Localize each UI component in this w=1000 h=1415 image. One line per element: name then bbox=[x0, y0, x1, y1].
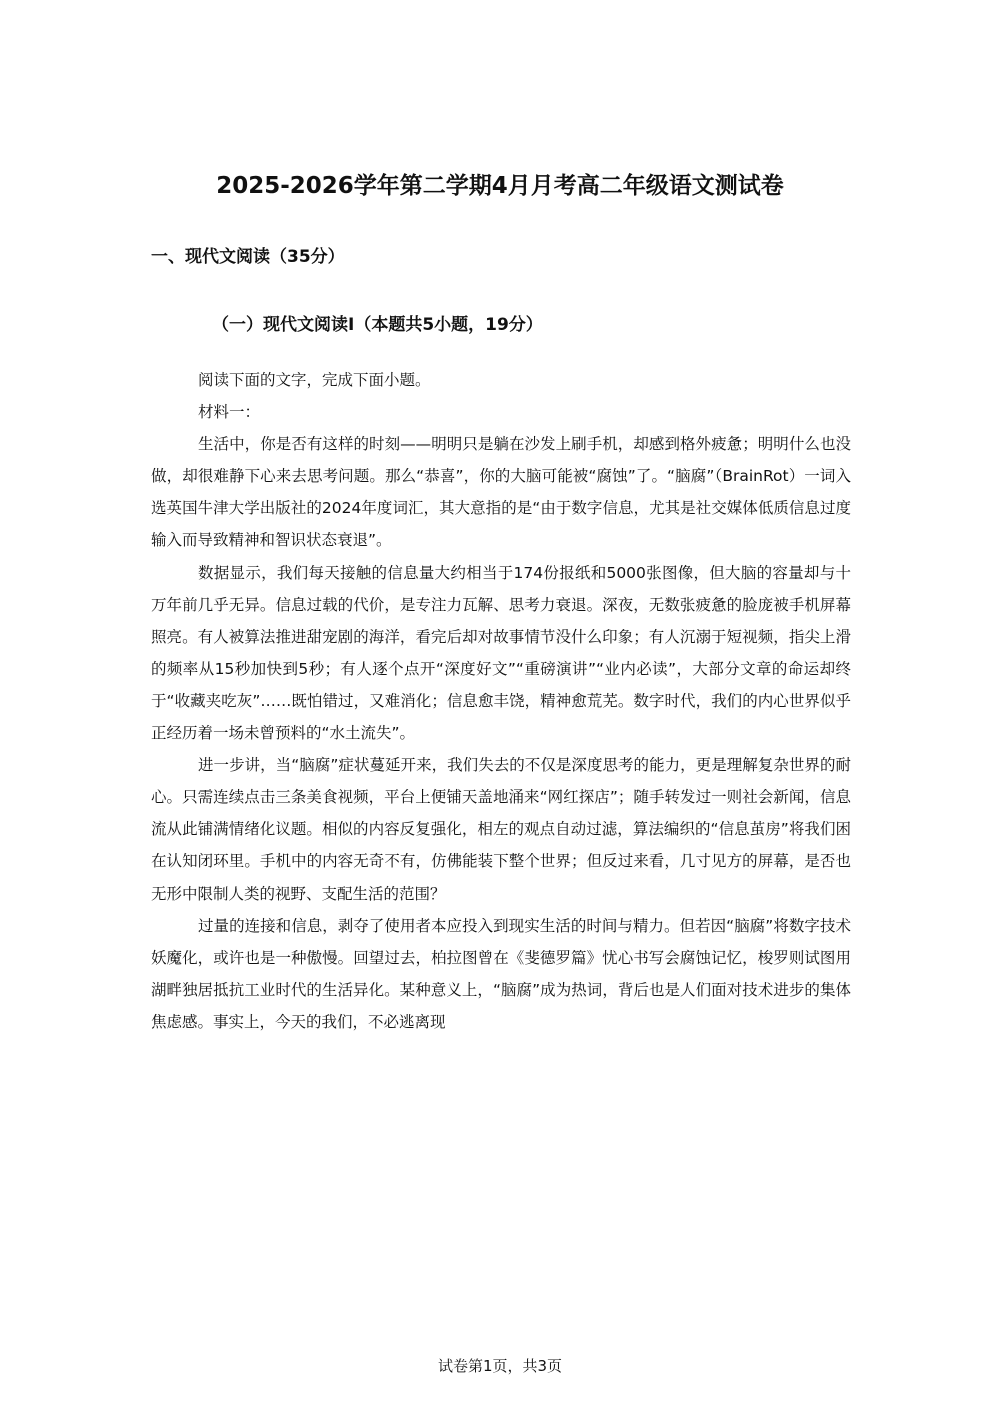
material-label: 材料一： bbox=[198, 403, 261, 422]
exam-title: 2025-2026学年第二学期4月月考高二年级语文测试卷 bbox=[216, 173, 784, 199]
section-heading: 一、现代文阅读（35分） bbox=[151, 247, 345, 267]
instruction-text: 阅读下面的文字，完成下面小题。 bbox=[198, 371, 431, 389]
passage-paragraph-2: 数据显示，我们每天接触的信息量大约相当于174份报纸和5000张图像，但大脑的容量却与十万年前几乎无异。信息过载的代价，是专注力瓦解、思考力衰退。深夜，无数张疲惫的脸庞被手机屏幕照亮。有人被算法推进甜宠剧的海洋，看完后却对故事情节没什么印象；有人沉溺于短视频，指尖上滑的频率从15秒加快到5秒；有人逐个点开“深度好文”“重磅演讲”“业内必读”，大部分文章的命运却终于“收藏夹吃灰”……既怕错过，又难消化；信息愈丰饶，精神愈荒芜。数字时代，我们的内心世界似乎正经历着一场未曾预料的“水土流失”。 bbox=[151, 563, 851, 743]
sub-heading: （一）现代文阅读Ⅰ（本题共5小题，19分） bbox=[212, 315, 543, 335]
reading-passage bbox=[151, 364, 851, 1038]
passage-paragraph-3: 进一步讲，当“脑腐”症状蔓延开来，我们失去的不仅是深度思考的能力，更是理解复杂世界的耐心。只需连续点击三条美食视频，平台上便铺天盖地涌来“网红探店”；随手转发过一则社会新闻，信息流从此铺满情绪化议题。相似的内容反复强化，相左的观点自动过滤，算法编织的“信息茧房”将我们困在认知闭环里。手机中的内容无奇不有，仿佛能装下整个世界；但反过来看，几寸见方的屏幕，是否也无形中限制人类的视野、支配生活的范围？ bbox=[151, 756, 851, 903]
passage-paragraph-4: 过量的连接和信息，剥夺了使用者本应投入到现实生活的时间与精力。但若因“脑腐”将数字技术妖魔化，或许也是一种傲慢。回望过去，柏拉图曾在《斐德罗篇》忧心书写会腐蚀记忆，梭罗则试图用湖畔独居抵抗工业时代的生活异化。某种意义上，“脑腐”成为热词，背后也是人们面对技术进步的集体焦虑感。事实上，今天的我们，不必逃离现 bbox=[151, 916, 851, 1031]
page-footer: 试卷第1页，共3页 bbox=[437, 1357, 563, 1375]
passage-paragraph-1: 生活中，你是否有这样的时刻——明明只是躺在沙发上刷手机，却感到格外疲惫；明明什么也没做，却很难静下心来去思考问题。那么“恭喜”，你的大脑可能被“腐蚀”了。“脑腐”（BrainRot）一词入选英国牛津大学出版社的2024年度词汇，其大意指的是“由于数字信息，尤其是社交媒体低质信息过度输入而导致精神和智识状态衰退”。 bbox=[151, 435, 851, 550]
